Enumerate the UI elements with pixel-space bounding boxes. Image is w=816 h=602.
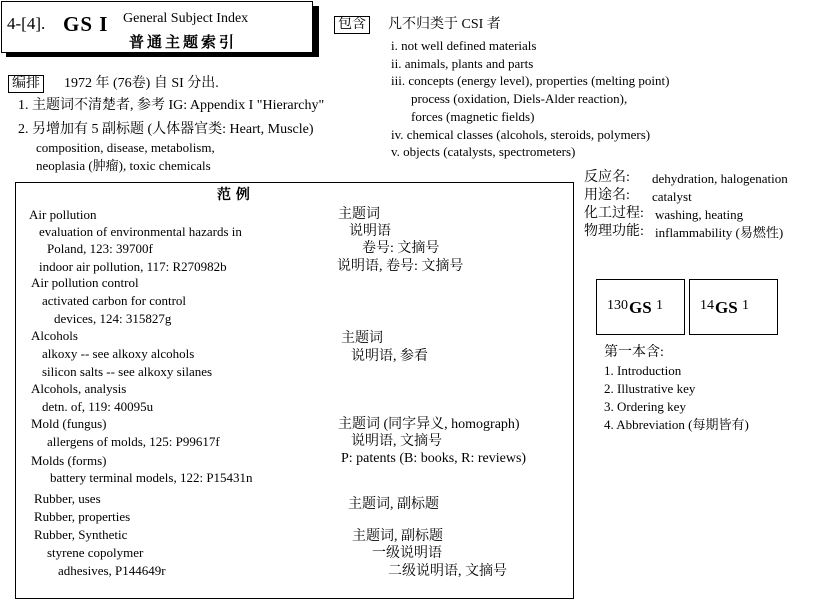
example-annotation: 说明语, 参看 bbox=[351, 349, 428, 364]
example-entry: devices, 124: 315827g bbox=[54, 311, 172, 326]
example-entry: indoor air pollution, 117: R270982b bbox=[39, 259, 227, 274]
volume-index-code: GS bbox=[715, 298, 738, 317]
example-annotation: 主题词, 副标题 bbox=[348, 497, 439, 512]
example-annotation: 主题词, 副标题 bbox=[352, 529, 443, 544]
example-entry: Rubber, uses bbox=[34, 491, 101, 506]
category-label: 反应名: bbox=[584, 170, 630, 185]
category-value: catalyst bbox=[652, 189, 692, 204]
example-entry: alkoxy -- see alkoxy alcohols bbox=[42, 346, 195, 361]
example-entry: Rubber, properties bbox=[34, 509, 131, 524]
includes-lead: 凡不归类于 CSI 者 bbox=[388, 17, 501, 32]
example-annotation: 一级说明语 bbox=[372, 546, 442, 561]
volume-part: 1 bbox=[656, 298, 663, 313]
example-entry: evaluation of environmental hazards in bbox=[39, 224, 242, 239]
example-annotation: 二级说明语, 文摘号 bbox=[388, 564, 507, 579]
first-volume-item: 1. Introduction bbox=[604, 363, 682, 378]
first-volume-item: 4. Abbreviation (每期皆有) bbox=[604, 417, 749, 432]
example-entry: Alcohols, analysis bbox=[31, 381, 127, 396]
includes-item: ii. animals, plants and parts bbox=[391, 56, 534, 71]
volume-index-code: GS bbox=[629, 298, 652, 317]
category-value: inflammability (易燃性) bbox=[655, 225, 784, 240]
example-entry: detn. of, 119: 40095u bbox=[42, 399, 154, 414]
example-annotation: 说明语, 卷号: 文摘号 bbox=[337, 259, 464, 274]
example-annotation: 说明语 bbox=[349, 224, 391, 239]
example-entry: battery terminal models, 122: P15431n bbox=[50, 470, 253, 485]
example-entry: activated carbon for control bbox=[42, 293, 187, 308]
example-annotation: 主题词 (同字异义, homograph) bbox=[338, 417, 520, 432]
compile-note: 2. 另增加有 5 副标题 (人体器官类: Heart, Muscle) bbox=[18, 122, 314, 137]
section-code: 4-[4]. bbox=[7, 14, 46, 33]
volume-number: 14 bbox=[700, 298, 714, 313]
compile-note: neoplasia (肿瘤), toxic chemicals bbox=[36, 158, 211, 173]
includes-item: process (oxidation, Diels-Alder reaction), bbox=[411, 91, 628, 106]
example-annotation: 主题词 bbox=[341, 331, 383, 346]
example-entry: styrene copolymer bbox=[47, 545, 144, 560]
first-volume-title: 第一本含: bbox=[604, 345, 664, 360]
category-value: dehydration, halogenation bbox=[652, 171, 788, 186]
example-entry: silicon salts -- see alkoxy silanes bbox=[42, 364, 213, 379]
example-entry: allergens of molds, 125: P99617f bbox=[47, 434, 220, 449]
example-entry: Rubber, Synthetic bbox=[34, 527, 128, 542]
volume-code-box bbox=[689, 279, 778, 335]
example-title: 范 例 bbox=[217, 187, 250, 203]
example-annotation: 主题词 bbox=[338, 207, 380, 222]
includes-tag: 包含 bbox=[334, 16, 370, 34]
compile-note: composition, disease, metabolism, bbox=[36, 140, 215, 155]
includes-item: forces (magnetic fields) bbox=[411, 109, 535, 124]
example-entry: Air pollution bbox=[29, 207, 97, 222]
example-entry: Alcohols bbox=[31, 328, 78, 343]
includes-item: iii. concepts (energy level), properties (melting point) bbox=[391, 73, 670, 88]
volume-code-box bbox=[596, 279, 685, 335]
first-volume-item: 3. Ordering key bbox=[604, 399, 686, 414]
example-annotation: 说明语, 文摘号 bbox=[351, 434, 442, 449]
compile-tag: 编排 bbox=[8, 75, 44, 93]
compile-lead: 1972 年 (76卷) 自 SI 分出. bbox=[64, 76, 219, 91]
category-label: 用途名: bbox=[584, 188, 630, 203]
first-volume-item: 2. Illustrative key bbox=[604, 381, 696, 396]
index-header-box bbox=[1, 1, 313, 53]
example-entry: Mold (fungus) bbox=[31, 416, 107, 431]
includes-item: iv. chemical classes (alcohols, steroids, polymers) bbox=[391, 127, 651, 142]
category-label: 化工过程: bbox=[584, 206, 644, 221]
example-entry: Air pollution control bbox=[31, 275, 139, 290]
includes-item: i. not well defined materials bbox=[391, 38, 537, 53]
compile-note: 1. 主题词不清楚者, 参考 IG: Appendix I "Hierarchy" bbox=[18, 98, 325, 113]
index-abbreviation: GS I bbox=[63, 12, 109, 36]
example-annotation: 卷号: 文摘号 bbox=[362, 241, 440, 256]
volume-number: 130 bbox=[607, 298, 628, 313]
includes-item: v. objects (catalysts, spectrometers) bbox=[391, 144, 576, 159]
category-label: 物理功能: bbox=[584, 224, 644, 239]
example-entry: Poland, 123: 39700f bbox=[47, 241, 153, 256]
example-annotation: P: patents (B: books, R: reviews) bbox=[341, 451, 527, 466]
index-title-chinese: 普通主题索引 bbox=[129, 33, 238, 51]
category-value: washing, heating bbox=[655, 207, 744, 222]
index-title-english: General Subject Index bbox=[123, 11, 249, 26]
volume-part: 1 bbox=[742, 298, 749, 313]
example-entry: Molds (forms) bbox=[31, 453, 107, 468]
example-entry: adhesives, P144649r bbox=[58, 563, 166, 578]
